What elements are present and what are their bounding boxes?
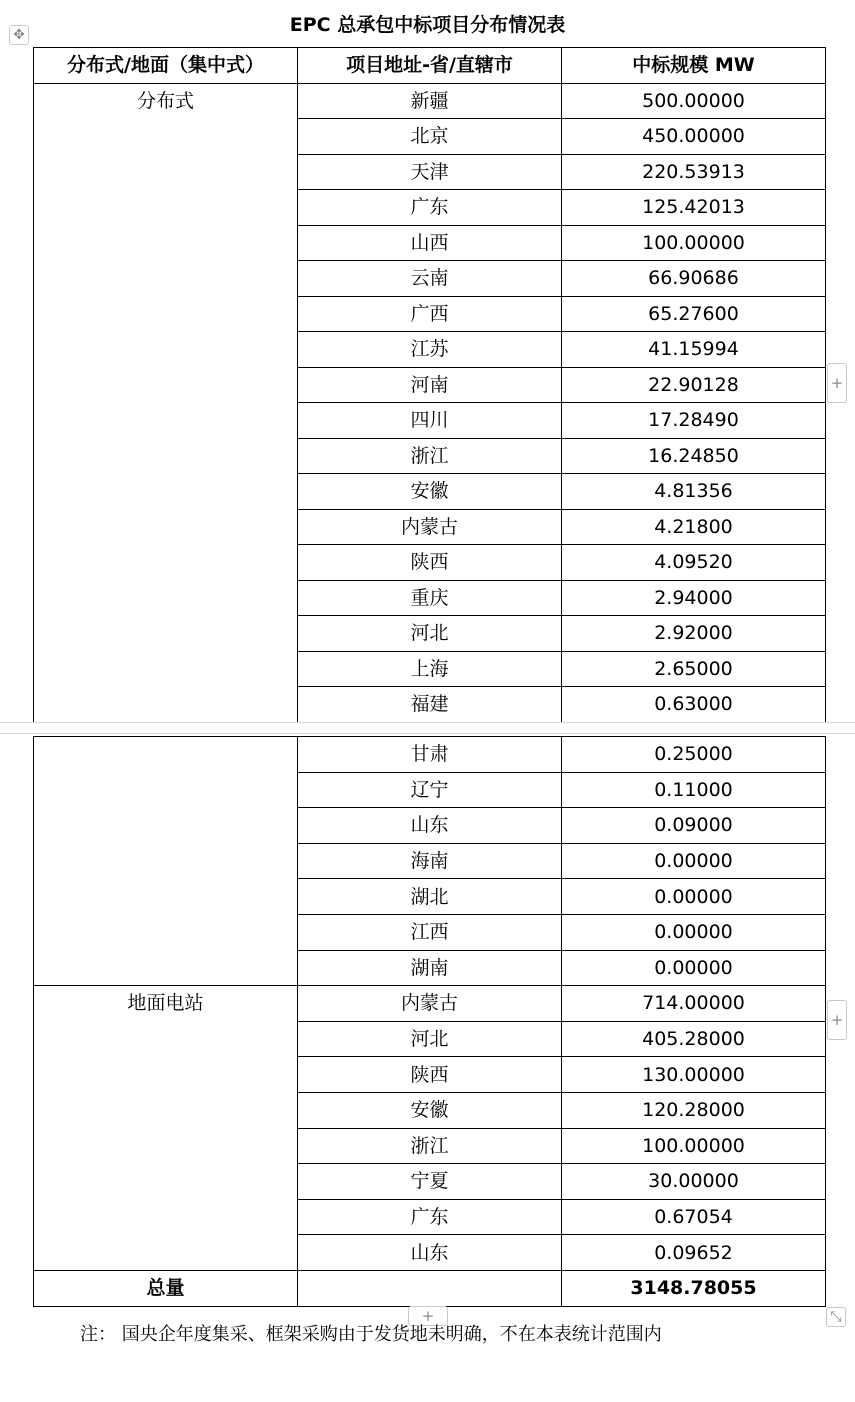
scale-cell: 30.00000 xyxy=(562,1164,826,1200)
province-cell: 山东 xyxy=(298,808,562,844)
table-title: EPC 总承包中标项目分布情况表 xyxy=(289,14,566,36)
province-cell: 宁夏 xyxy=(298,1164,562,1200)
scale-cell: 100.00000 xyxy=(562,225,826,261)
province-cell: 湖南 xyxy=(298,950,562,986)
scale-cell: 450.00000 xyxy=(562,119,826,155)
province-cell: 广东 xyxy=(298,1199,562,1235)
table-row xyxy=(34,986,826,1022)
scale-cell: 405.28000 xyxy=(562,1021,826,1057)
scale-cell: 0.00000 xyxy=(562,843,826,879)
province-cell: 广东 xyxy=(298,190,562,226)
province-cell: 浙江 xyxy=(298,1128,562,1164)
data-table-page1 xyxy=(33,47,826,723)
total-label: 总量 xyxy=(34,1270,298,1306)
scale-cell: 4.81356 xyxy=(562,474,826,510)
header-scale: 中标规模 MW xyxy=(562,48,826,84)
scale-cell: 0.63000 xyxy=(562,687,826,723)
scale-cell: 2.92000 xyxy=(562,616,826,652)
total-value: 3148.78055 xyxy=(562,1270,826,1306)
add-column-button[interactable]: + xyxy=(827,363,847,403)
scale-cell: 2.94000 xyxy=(562,580,826,616)
province-cell: 湖北 xyxy=(298,879,562,915)
data-table-page2 xyxy=(33,736,826,1307)
scale-cell: 220.53913 xyxy=(562,154,826,190)
province-cell: 上海 xyxy=(298,651,562,687)
province-cell: 河北 xyxy=(298,616,562,652)
table-row xyxy=(34,737,826,773)
add-column-button-2[interactable]: + xyxy=(827,1000,847,1040)
province-cell: 广西 xyxy=(298,296,562,332)
province-cell: 海南 xyxy=(298,843,562,879)
scale-cell: 17.28490 xyxy=(562,403,826,439)
province-cell: 甘肃 xyxy=(298,737,562,773)
scale-cell: 22.90128 xyxy=(562,367,826,403)
scale-cell: 120.28000 xyxy=(562,1092,826,1128)
scale-cell: 0.00000 xyxy=(562,879,826,915)
scale-cell: 130.00000 xyxy=(562,1057,826,1093)
province-cell: 四川 xyxy=(298,403,562,439)
scale-cell: 714.00000 xyxy=(562,986,826,1022)
header-type: 分布式/地面（集中式） xyxy=(34,48,298,84)
add-row-button[interactable]: + xyxy=(408,1306,448,1326)
province-cell: 北京 xyxy=(298,119,562,155)
group-ground: 地面电站 xyxy=(34,986,298,1271)
province-cell: 山西 xyxy=(298,225,562,261)
scale-cell: 16.24850 xyxy=(562,438,826,474)
page-break xyxy=(0,722,855,734)
province-cell: 陕西 xyxy=(298,1057,562,1093)
header-row xyxy=(34,48,826,84)
footnote: 注： 国央企年度集采、框架采购由于发货地未明确，不在本表统计范围内 xyxy=(80,1324,662,1345)
scale-cell: 0.67054 xyxy=(562,1199,826,1235)
table-row xyxy=(34,83,826,119)
province-cell: 内蒙古 xyxy=(298,509,562,545)
scale-cell: 125.42013 xyxy=(562,190,826,226)
scale-cell: 500.00000 xyxy=(562,83,826,119)
province-cell: 江西 xyxy=(298,914,562,950)
total-row xyxy=(34,1270,826,1306)
group-distributed: 分布式 xyxy=(34,83,298,722)
province-cell: 福建 xyxy=(298,687,562,723)
province-cell: 新疆 xyxy=(298,83,562,119)
province-cell: 天津 xyxy=(298,154,562,190)
scale-cell: 4.09520 xyxy=(562,545,826,581)
province-cell: 河南 xyxy=(298,367,562,403)
scale-cell: 41.15994 xyxy=(562,332,826,368)
province-cell: 河北 xyxy=(298,1021,562,1057)
scale-cell: 0.09000 xyxy=(562,808,826,844)
scale-cell: 2.65000 xyxy=(562,651,826,687)
table-move-handle-icon[interactable]: ✥ xyxy=(9,25,29,45)
province-cell: 山东 xyxy=(298,1235,562,1271)
group-distributed-cont xyxy=(34,737,298,986)
province-cell: 江苏 xyxy=(298,332,562,368)
table-resize-handle-icon[interactable]: ⤡ xyxy=(826,1307,846,1327)
total-province xyxy=(298,1270,562,1306)
province-cell: 云南 xyxy=(298,261,562,297)
scale-cell: 0.09652 xyxy=(562,1235,826,1271)
scale-cell: 65.27600 xyxy=(562,296,826,332)
province-cell: 安徽 xyxy=(298,474,562,510)
province-cell: 安徽 xyxy=(298,1092,562,1128)
scale-cell: 0.00000 xyxy=(562,950,826,986)
province-cell: 辽宁 xyxy=(298,772,562,808)
province-cell: 陕西 xyxy=(298,545,562,581)
scale-cell: 0.11000 xyxy=(562,772,826,808)
scale-cell: 100.00000 xyxy=(562,1128,826,1164)
scale-cell: 4.21800 xyxy=(562,509,826,545)
header-province: 项目地址-省/直辖市 xyxy=(298,48,562,84)
scale-cell: 0.25000 xyxy=(562,737,826,773)
province-cell: 重庆 xyxy=(298,580,562,616)
province-cell: 浙江 xyxy=(298,438,562,474)
scale-cell: 66.90686 xyxy=(562,261,826,297)
scale-cell: 0.00000 xyxy=(562,914,826,950)
province-cell: 内蒙古 xyxy=(298,986,562,1022)
